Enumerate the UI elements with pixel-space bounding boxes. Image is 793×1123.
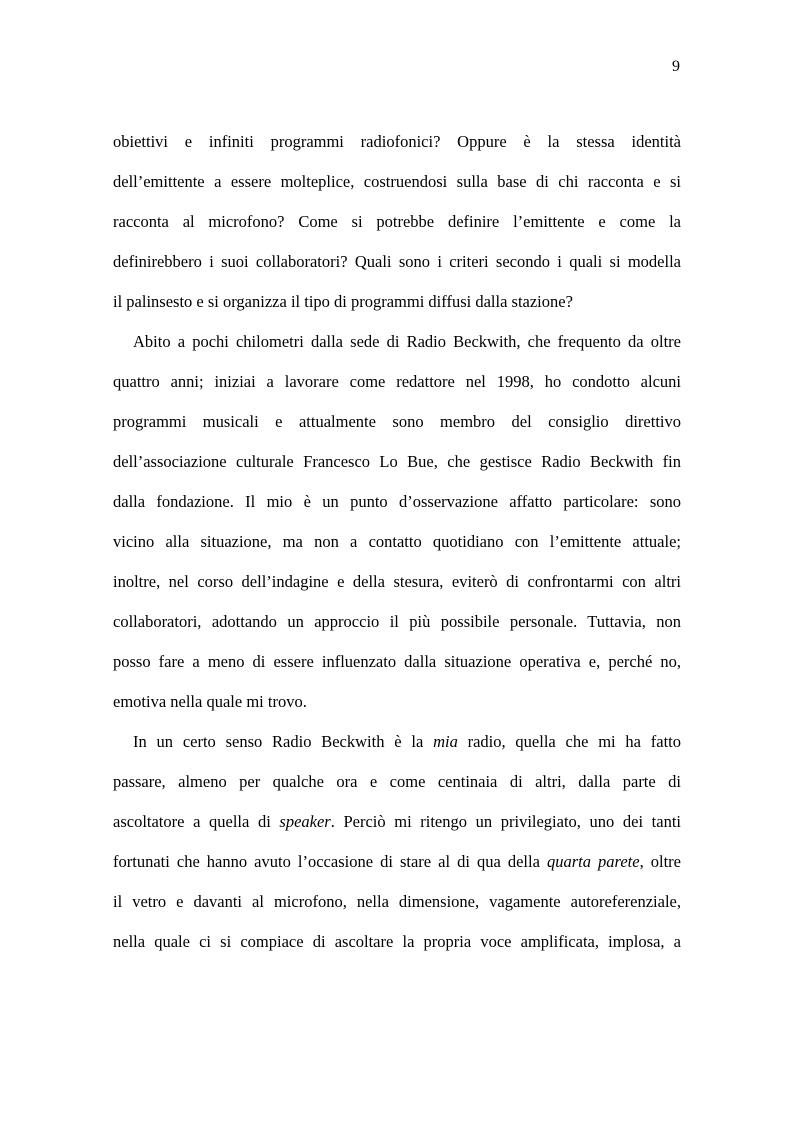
- text-line: il vetro e davanti al microfono, nella dimensione, vagamente autoreferenziale,: [113, 892, 681, 911]
- text-line: quattro anni; iniziai a lavorare come redattore nel 1998, ho condotto alcuni: [113, 372, 681, 391]
- text-segment: In un certo senso Radio Beckwith è la: [133, 732, 434, 751]
- text-line: dell’emittente a essere molteplice, costruendosi sulla base di chi racconta e si: [113, 172, 681, 191]
- text-line: vicino alla situazione, ma non a contatto quotidiano con l’emittente attuale;: [113, 532, 681, 551]
- text-segment: ascoltatore a quella di: [113, 812, 280, 831]
- emphasis-text: mia: [433, 732, 458, 751]
- text-line: [113, 851, 681, 873]
- text-line: Abito a pochi chilometri dalla sede di Radio Beckwith, che frequento da oltre: [133, 332, 681, 351]
- text-line: passare, almeno per qualche ora e come centinaia di altri, dalla parte di: [113, 772, 681, 791]
- text-line: nella quale ci si compiace di ascoltare la propria voce amplificata, implosa, a: [113, 932, 681, 951]
- text-line: collaboratori, adottando un approccio il più possibile personale. Tuttavia, non: [113, 612, 681, 631]
- text-line: obiettivi e infiniti programmi radiofonici? Oppure è la stessa identità: [113, 132, 681, 151]
- text-line: programmi musicali e attualmente sono membro del consiglio direttivo: [113, 412, 681, 431]
- text-line: racconta al microfono? Come si potrebbe definire l’emittente e come la: [113, 212, 681, 231]
- text-line: inoltre, nel corso dell’indagine e della stesura, eviterò di confrontarmi con altri: [113, 572, 681, 591]
- text-segment: radio, quella che mi ha fatto: [457, 732, 681, 751]
- text-line: [133, 731, 681, 753]
- text-line: dell’associazione culturale Francesco Lo Bue, che gestisce Radio Beckwith fin: [113, 452, 681, 471]
- text-line: dalla fondazione. Il mio è un punto d’osservazione affatto particolare: sono: [113, 492, 681, 511]
- text-segment: , oltre: [639, 852, 681, 871]
- text-line: definirebbero i suoi collaboratori? Quali sono i criteri secondo i quali si modella: [113, 252, 681, 271]
- text-line: emotiva nella quale mi trovo.: [113, 692, 307, 711]
- text-line: il palinsesto e si organizza il tipo di programmi diffusi dalla stazione?: [113, 292, 573, 311]
- text-line: [113, 811, 681, 833]
- page-number: 9: [672, 58, 680, 75]
- text-line: posso fare a meno di essere influenzato dalla situazione operativa e, perché no,: [113, 652, 681, 671]
- emphasis-text: speaker: [279, 812, 331, 831]
- emphasis-text: quarta parete: [546, 852, 640, 871]
- text-segment: . Perciò mi ritengo un privilegiato, uno dei tanti: [330, 812, 681, 831]
- text-segment: fortunati che hanno avuto l’occasione di stare al di qua della: [113, 852, 547, 871]
